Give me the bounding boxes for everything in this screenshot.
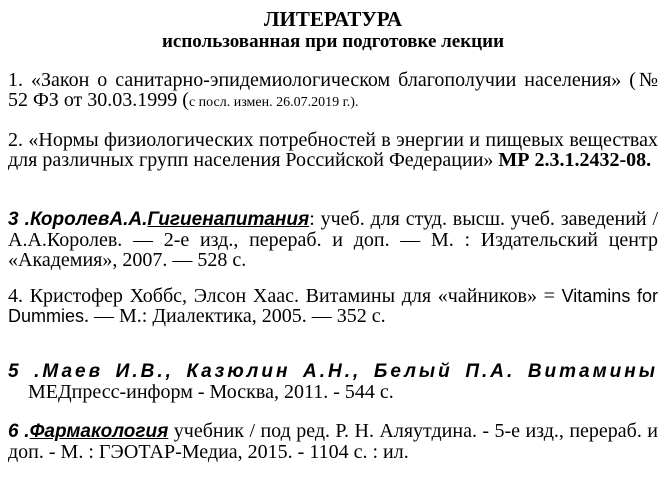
reference-separator: . <box>18 421 30 442</box>
reference-number: 4. <box>8 285 23 307</box>
reference-2 <box>8 130 658 170</box>
reference-authors: Маев И.В., Казюлин А.Н., Белый П.А. Витамины <box>42 361 658 382</box>
reference-tail: . — М.: Диалектика, 2005. — 352 с. <box>84 305 386 327</box>
reference-5 <box>8 362 658 402</box>
reference-author: КоролевА.А. <box>29 209 148 230</box>
reference-number: 1. <box>8 69 23 91</box>
reference-4 <box>8 286 658 326</box>
reference-authors-line <box>8 362 658 382</box>
reference-tail: ). <box>350 95 359 110</box>
reference-number: 5 <box>8 361 22 382</box>
reference-text: МЕДпресс-информ - Москва, 2011. - 544 с. <box>28 381 394 403</box>
reference-title: Гигиенапитания <box>147 209 310 230</box>
page-subtitle: использованная при подготовке лекции <box>161 31 505 52</box>
reference-english-title: Vitamins for Dummies <box>8 286 659 326</box>
reference-text: «Нормы физиологических потребностей в энергии и пищевых веществах для различных групп населения Российской Федерации» <box>8 129 658 171</box>
reference-note: с посл. измен. 26.07.2019 г. <box>188 95 351 110</box>
reference-text: Кристофер Хоббс, Элсон Хаас. Витамины для «чайников» = <box>29 285 562 307</box>
reference-number: 6 <box>8 421 19 442</box>
reference-1 <box>8 70 658 113</box>
reference-3 <box>8 209 658 270</box>
reference-code: МР 2.3.1.2432-08. <box>498 149 652 171</box>
reference-separator: . <box>18 209 30 230</box>
reference-6 <box>8 421 658 462</box>
reference-title: Фармакология <box>29 421 169 442</box>
reference-text: учебник / под ред. Р. Н. Аляутдина. - 5-е изд., перераб. и доп. - М. : ГЭОТАР-Медиа, 2015. - 1104 с. : ил. <box>8 420 659 463</box>
reference-number: 2. <box>8 129 23 151</box>
reference-number: 3 <box>8 209 19 230</box>
reference-separator: . <box>21 361 43 382</box>
page-title: ЛИТЕРАТУРА <box>263 7 403 31</box>
reference-text: : учеб. для студ. высш. учеб. заведений / А.А.Королев. — 2-е изд., перераб. и доп. — М. : Издательский центр «Академия», 2007. — 528 с. <box>8 208 658 271</box>
reference-text: «Закон о санитарно-эпидемиологическом благополучии населения» (№ 52 ФЗ от 30.03.1999 ( <box>8 69 659 111</box>
